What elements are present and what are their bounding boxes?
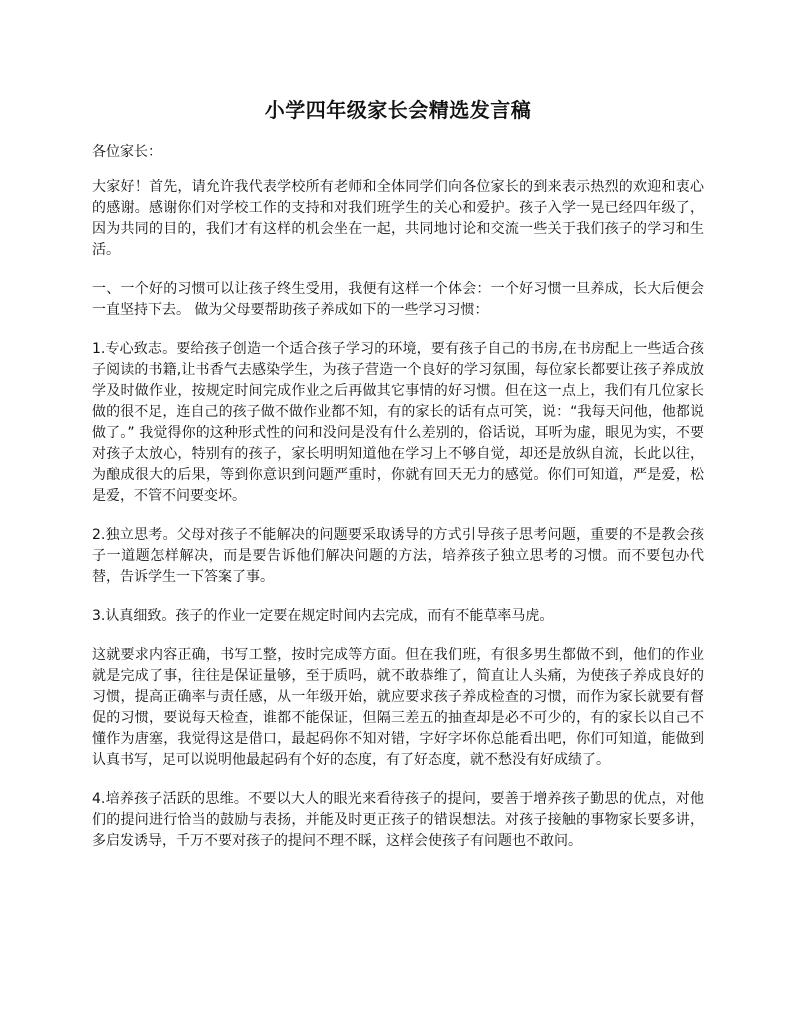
document-page: [92, 96, 704, 870]
paragraph-carefulness-detail: 这就要求内容正确，书写工整，按时完成等方面。但在我们班，有很多男生都做不到，他们的作业就是完成了事，往往是保证量够，至于质吗，就不敢恭维了，简直让人头痛，为使孩子养成良好的习惯，提高正确率与责任感，从一年级开始，就应要求孩子养成检查的习惯，而作为家长就要有督促的习惯，要说每天检查，谁都不能保证，但隔三差五的抽查却是必不可少的，有的家长以自己不懂作为唐塞，我觉得这是借口，最起码你不知对错，字好字坏你总能看出吧，你们可知道，能做到认真书写，足可以说明他最起码有个好的态度，有了好态度，就不愁没有好成绩了。: [92, 647, 704, 768]
paragraph-carefulness: 3.认真细致。孩子的作业一定要在规定时间内去完成，而有不能草率马虎。: [92, 608, 554, 624]
paragraph-independent-thinking: 2.独立思考。父母对孩子不能解决的问题要采取诱导的方式引导孩子思考问题，重要的不是教会孩子一道题怎样解决，而是要告诉他们解决问题的方法，培养孩子独立思考的习惯。而不要包办代替，告诉学生一下答案了事。: [92, 527, 704, 585]
paragraph-habits-heading: 一、一个好的习惯可以让孩子终生受用，我便有这样一个体会：一个好习惯一旦养成，长大后便会一直坚持下去。 做为父母要帮助孩子养成如下的一些学习习惯：: [92, 281, 704, 318]
paragraph-focus: 1.专心致志。要给孩子创造一个适合孩子学习的环境，要有孩子自己的书房,在书房配上一些适合孩子阅读的书籍,让书香气去感染学生，为孩子营造一个良好的学习氛围，每位家长都要让孩子养成放学及时做作业，按规定时间完成作业之后再做其它事情的好习惯。但在这一点上，我们有几位家长做的很不足，连自己的孩子做不做作业都不知，有的家长的话有点可笑，说：“我每天问他，他都说做了。” 我觉得你的这种形式性的问和没问是没有什么差别的，俗话说，耳听为虚，眼见为实，不要对孩子太放心，特别有的孩子，家长明明知道他在学习上不够自觉，却还是放纵自流，长此以往，为酿成很大的后果，等到你意识到问题严重时，你就有回天无力的感觉。你们可知道，严是爱，松是爱，不管不问要变坏。: [92, 341, 704, 504]
document-title: 小学四年级家长会精选发言稿: [264, 98, 532, 122]
paragraph-active-thinking: 4.培养孩子活跃的思维。不要以大人的眼光来看待孩子的提问，要善于增养孩子勤思的优点，对他们的提问进行恰当的鼓励与表扬，并能及时更正孩子的错误想法。对孩子接触的事物家长要多讲，多启发诱导，千万不要对孩子的提问不理不睬，这样会使孩子有问题也不敢问。: [92, 791, 704, 849]
paragraph-intro: 大家好！首先，请允许我代表学校所有老师和全体同学们向各位家长的到来表示热烈的欢迎和衷心的感谢。感谢你们对学校工作的支持和对我们班学生的关心和爱护。孩子入学一晃已经四年级了，因为共同的目的，我们才有这样的机会坐在一起，共同地讨论和交流一些关于我们孩子的学习和生活。: [92, 179, 704, 258]
greeting: 各位家长：: [92, 144, 162, 160]
